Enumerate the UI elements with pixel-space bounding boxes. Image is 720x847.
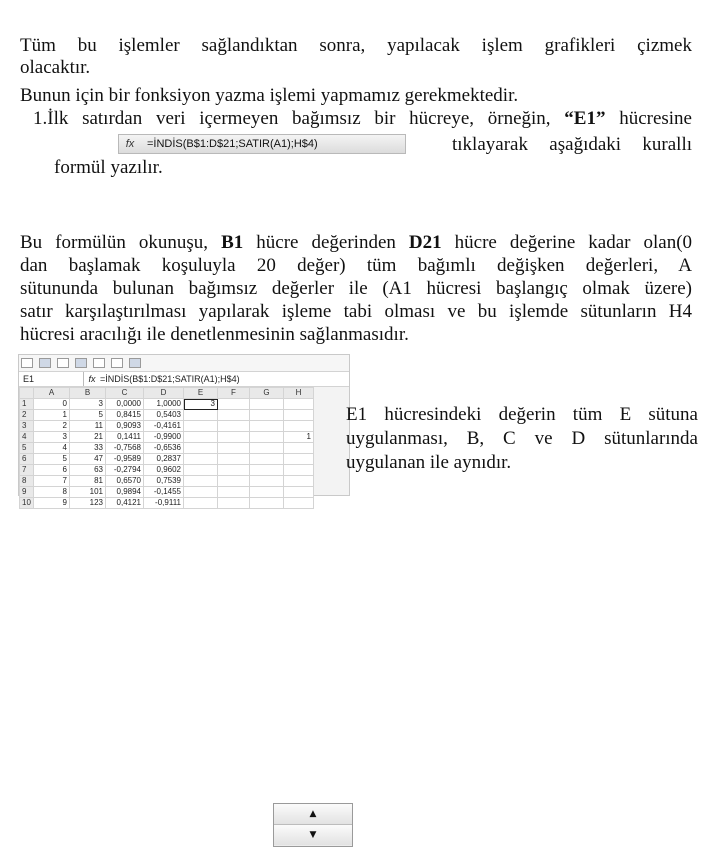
explanation-text: Bu formülün okunuşu, [20, 232, 209, 253]
row-header[interactable]: 8 [20, 476, 34, 487]
toolbar-icon[interactable] [111, 358, 123, 368]
cell[interactable]: 63 [70, 465, 106, 476]
step-text: hücresine [619, 108, 692, 129]
table-row [20, 421, 314, 432]
cell[interactable] [184, 465, 218, 476]
step-line: tıklayarak aşağıdaki kurallı [452, 134, 692, 155]
cell[interactable] [284, 498, 314, 509]
row-header[interactable]: 4 [20, 432, 34, 443]
formula-bar [118, 134, 406, 154]
paragraph-line: Tüm bu işlemler sağlandıktan sonra, yapılacak işlem grafikleri çizmek [20, 35, 692, 56]
cell[interactable]: 1 [34, 410, 70, 421]
cell[interactable] [250, 421, 284, 432]
cell[interactable] [284, 465, 314, 476]
cell[interactable] [184, 476, 218, 487]
cell[interactable]: 0,9093 [106, 421, 144, 432]
cell[interactable]: 3 [70, 399, 106, 410]
cell[interactable] [284, 421, 314, 432]
row-header[interactable]: 5 [20, 443, 34, 454]
cell[interactable]: 6 [34, 465, 70, 476]
table-row [20, 432, 314, 443]
cell[interactable] [184, 421, 218, 432]
paragraph-line: olacaktır. [20, 57, 91, 78]
cell[interactable] [284, 476, 314, 487]
table-row [20, 399, 314, 410]
cell[interactable] [284, 487, 314, 498]
name-box[interactable]: E1 [19, 372, 84, 386]
formula-text: =İNDİS(B$1:D$21;SATIR(A1);H$4) [147, 138, 318, 150]
step-line: formül yazılır. [54, 157, 163, 178]
cell[interactable]: 0,6570 [106, 476, 144, 487]
cell[interactable]: 3 [184, 399, 218, 410]
spreadsheet [18, 354, 350, 840]
cell[interactable]: 1 [284, 432, 314, 443]
formula-input[interactable]: =İNDİS(B$1:D$21;SATIR(A1);H$4) [100, 374, 240, 384]
cell[interactable]: 0 [34, 399, 70, 410]
cell[interactable] [218, 487, 250, 498]
row-header[interactable]: 7 [20, 465, 34, 476]
row-header[interactable]: 3 [20, 421, 34, 432]
cell[interactable]: -0,9900 [144, 432, 184, 443]
table-row [20, 476, 314, 487]
explanation-text: hücre değerine kadar olan(0 [454, 232, 693, 253]
cell[interactable] [284, 410, 314, 421]
formula-row [19, 372, 349, 387]
spreadsheet-toolbar [19, 355, 349, 372]
scroll-down-button[interactable]: ▼ [274, 825, 352, 845]
column-header[interactable]: B [70, 388, 106, 399]
cell[interactable] [250, 476, 284, 487]
cell[interactable]: -0,4161 [144, 421, 184, 432]
table-row [20, 487, 314, 498]
step-text: 1.İlk satırdan veri içermeyen bağımsız bir hücreye, örneğin, [33, 108, 551, 129]
scroll-up-button[interactable]: ▲ [274, 804, 352, 825]
cell[interactable]: -0,7568 [106, 443, 144, 454]
table-row [20, 443, 314, 454]
row-header[interactable]: 6 [20, 454, 34, 465]
cell[interactable]: -0,2794 [106, 465, 144, 476]
cell[interactable]: 4 [34, 443, 70, 454]
side-note-line: uygulanması, B, C ve D sütunlarında [346, 428, 698, 449]
cell[interactable]: 5 [34, 454, 70, 465]
cell[interactable]: -0,9589 [106, 454, 144, 465]
cell[interactable] [250, 432, 284, 443]
cell[interactable] [184, 432, 218, 443]
step-line [33, 108, 692, 130]
row-header[interactable]: 10 [20, 498, 34, 509]
table-row [20, 454, 314, 465]
fx-icon: fx [125, 138, 135, 150]
cell[interactable] [284, 454, 314, 465]
column-header[interactable]: F [218, 388, 250, 399]
toolbar-icon[interactable] [75, 358, 87, 368]
corner-cell[interactable] [20, 388, 34, 399]
cell[interactable]: 0,9602 [144, 465, 184, 476]
cell[interactable] [218, 443, 250, 454]
cell[interactable] [218, 432, 250, 443]
cell[interactable] [250, 454, 284, 465]
column-header[interactable]: G [250, 388, 284, 399]
cell[interactable]: 101 [70, 487, 106, 498]
cell[interactable]: 0,9894 [106, 487, 144, 498]
cell[interactable] [218, 476, 250, 487]
explanation-line: dan başlamak koşuluyla 20 değer) tüm bağımlı değişken değerleri, A [20, 255, 692, 276]
cell[interactable]: -0,1455 [144, 487, 184, 498]
cell[interactable]: -0,6536 [144, 443, 184, 454]
cell[interactable] [218, 399, 250, 410]
cell[interactable]: 11 [70, 421, 106, 432]
fx-icon[interactable]: fx [88, 374, 96, 384]
row-header[interactable]: 2 [20, 410, 34, 421]
cell[interactable]: 0,1411 [106, 432, 144, 443]
cell[interactable] [218, 465, 250, 476]
explanation-line: sütununda bulunan bağımsız değerler ile (A1 hücresi başlangıç olmak üzere) [20, 278, 692, 299]
cell[interactable]: 1,0000 [144, 399, 184, 410]
side-note-line: E1 hücresindeki değerin tüm E sütuna [346, 404, 698, 425]
cell[interactable] [250, 465, 284, 476]
scroll-control [273, 803, 353, 847]
cell-reference: B1 [221, 232, 244, 253]
cell[interactable]: 0,5403 [144, 410, 184, 421]
cell[interactable] [218, 498, 250, 509]
cell[interactable]: 8 [34, 487, 70, 498]
cell[interactable] [218, 421, 250, 432]
toolbar-icon[interactable] [21, 358, 33, 368]
cell[interactable]: 0,2837 [144, 454, 184, 465]
row-header[interactable]: 1 [20, 399, 34, 410]
cell[interactable] [184, 410, 218, 421]
cell[interactable] [284, 443, 314, 454]
cell-grid [19, 387, 314, 509]
toolbar-icon[interactable] [129, 358, 141, 368]
column-header[interactable]: H [284, 388, 314, 399]
cell-reference: D21 [408, 232, 442, 253]
cell[interactable]: 0,8415 [106, 410, 144, 421]
cell[interactable]: -0,9111 [144, 498, 184, 509]
explanation-line: satır karşılaştırılması yapılarak işleme tabi olması ve bu işlemde sütunların H4 [20, 301, 692, 322]
cell[interactable] [184, 487, 218, 498]
cell[interactable]: 47 [70, 454, 106, 465]
cell[interactable]: 3 [34, 432, 70, 443]
cell[interactable]: 2 [34, 421, 70, 432]
cell[interactable]: 123 [70, 498, 106, 509]
explanation-line [20, 232, 692, 254]
cell-reference: “E1” [564, 108, 606, 129]
cell[interactable]: 5 [70, 410, 106, 421]
cell[interactable] [218, 454, 250, 465]
cell[interactable] [284, 399, 314, 410]
paragraph-line: Bunun için bir fonksiyon yazma işlemi yapmamız gerekmektedir. [20, 85, 519, 106]
cell[interactable] [250, 498, 284, 509]
cell[interactable]: 0,4121 [106, 498, 144, 509]
table-row [20, 498, 314, 509]
explanation-line: hücresi aracılığı ile denetlenmesinin sağlanmasıdır. [20, 324, 409, 345]
cell[interactable]: 7 [34, 476, 70, 487]
cell[interactable] [250, 443, 284, 454]
cell[interactable]: 0,7539 [144, 476, 184, 487]
column-header-row [20, 388, 314, 399]
cell[interactable]: 21 [70, 432, 106, 443]
cell[interactable] [184, 443, 218, 454]
table-row [20, 465, 314, 476]
explanation-text: hücre değerinden [256, 232, 396, 253]
cell[interactable]: 81 [70, 476, 106, 487]
toolbar-icon[interactable] [57, 358, 69, 368]
column-header[interactable]: C [106, 388, 144, 399]
cell[interactable] [250, 487, 284, 498]
toolbar-icon[interactable] [93, 358, 105, 368]
toolbar-icon[interactable] [39, 358, 51, 368]
cell[interactable]: 33 [70, 443, 106, 454]
side-note-line: uygulanan ile aynıdır. [346, 452, 512, 473]
column-header[interactable]: E [184, 388, 218, 399]
column-header[interactable]: A [34, 388, 70, 399]
cell[interactable] [184, 454, 218, 465]
table-row [20, 410, 314, 421]
cell[interactable] [250, 399, 284, 410]
cell[interactable] [250, 410, 284, 421]
cell[interactable] [218, 410, 250, 421]
cell[interactable] [184, 498, 218, 509]
row-header[interactable]: 9 [20, 487, 34, 498]
cell[interactable]: 9 [34, 498, 70, 509]
cell[interactable]: 0,0000 [106, 399, 144, 410]
column-header[interactable]: D [144, 388, 184, 399]
